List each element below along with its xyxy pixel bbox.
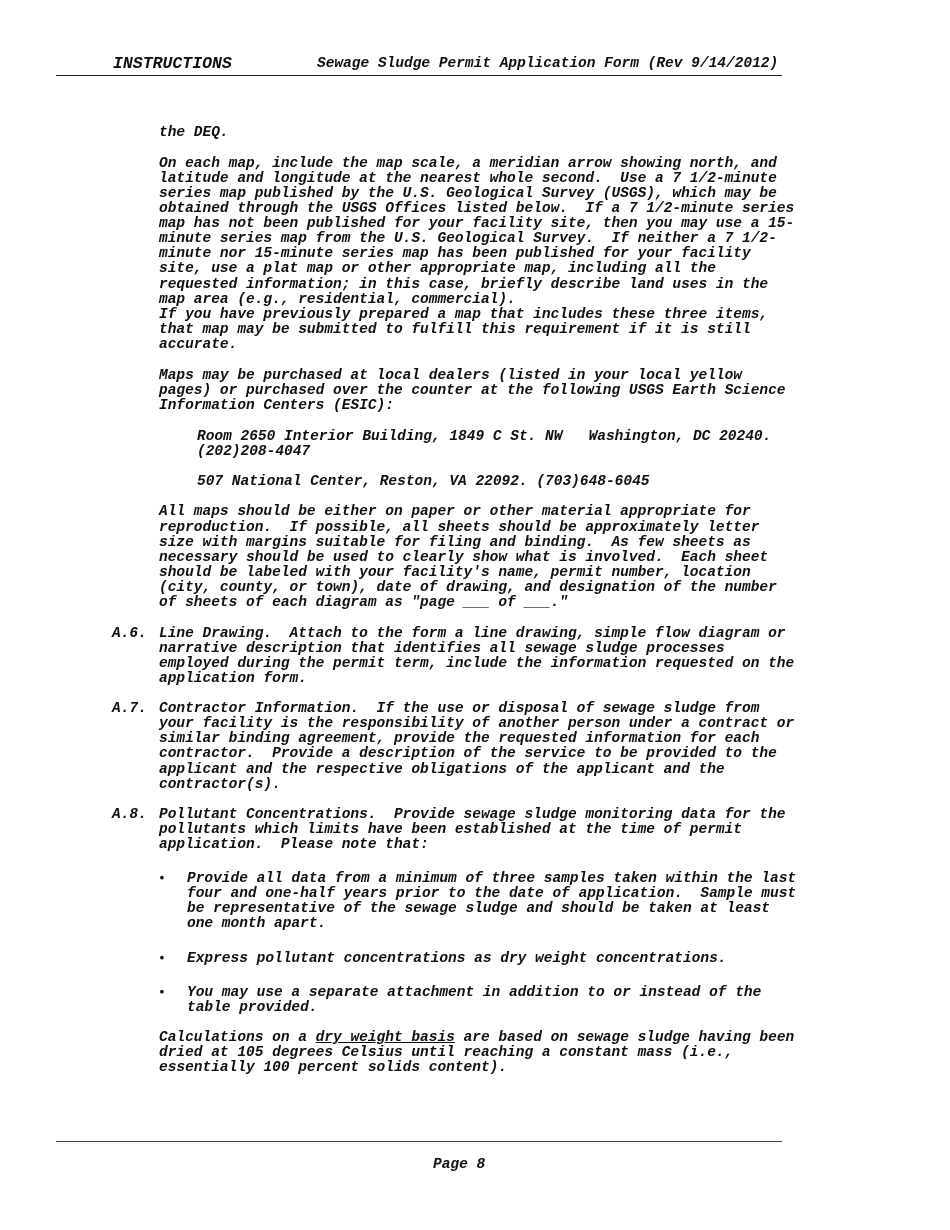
text-line: minute nor 15-minute series map has been published for your facility xyxy=(159,246,751,262)
text-line: pages) or purchased over the counter at the following USGS Earth Science xyxy=(159,383,786,399)
text-line: (202)208-4047 xyxy=(197,444,311,460)
footer-divider xyxy=(56,1141,782,1142)
text-line: Information Centers (ESIC): xyxy=(159,398,394,414)
text-line: contractor. Provide a description of the service to be provided to the xyxy=(159,746,777,762)
text-line: employed during the permit term, include the information requested on the xyxy=(159,656,795,672)
text-line: Maps may be purchased at local dealers (listed in your local yellow xyxy=(159,368,742,384)
text-segment: are based on sewage sludge having been xyxy=(454,1030,795,1046)
text-line: Provide all data from a minimum of three samples taken within the last xyxy=(187,871,797,887)
text-line: the DEQ. xyxy=(159,125,229,141)
text-line: latitude and longitude at the nearest whole second. Use a 7 1/2-minute xyxy=(159,171,777,187)
text-line: Contractor Information. If the use or disposal of sewage sludge from xyxy=(159,701,760,717)
item-number: A.7. xyxy=(112,701,147,717)
text-line: table provided. xyxy=(187,1000,318,1016)
text-line: minute series map from the U.S. Geological Survey. If neither a 7 1/2- xyxy=(159,231,777,247)
dry-weight-basis-term: dry weight basis xyxy=(315,1030,455,1046)
text-line: four and one-half years prior to the date of application. Sample must xyxy=(187,886,797,902)
text-line: dried at 105 degrees Celsius until reaching a constant mass (i.e., xyxy=(159,1045,734,1061)
text-line: map area (e.g., residential, commercial). xyxy=(159,292,516,308)
esic-address-reston: 507 National Center, Reston, VA 22092. (703)648-6045 xyxy=(197,474,650,490)
text-line: application. Please note that: xyxy=(159,837,429,853)
item-number: A.8. xyxy=(112,807,147,823)
page-header xyxy=(56,54,782,76)
page-number: Page 8 xyxy=(433,1157,486,1173)
header-section-label: INSTRUCTIONS xyxy=(113,54,232,73)
text-line: Pollutant Concentrations. Provide sewage sludge monitoring data for the xyxy=(159,807,786,823)
text-line: (city, county, or town), date of drawing, and designation of the number xyxy=(159,580,777,596)
text-line: series map published by the U.S. Geological Survey (USGS), which may be xyxy=(159,186,777,202)
header-form-title: Sewage Sludge Permit Application Form (Rev 9/14/2012) xyxy=(317,56,779,72)
text-line: requested information; in this case, briefly describe land uses in the xyxy=(159,277,769,293)
text-line: similar binding agreement, provide the requested information for each xyxy=(159,731,760,747)
text-line: of sheets of each diagram as "page ___ of ___." xyxy=(159,595,568,611)
text-segment: Calculations on a xyxy=(159,1030,316,1046)
text-line: You may use a separate attachment in addition to or instead of the xyxy=(187,985,762,1001)
text-line: pollutants which limits have been established at the time of permit xyxy=(159,822,742,838)
text-line: one month apart. xyxy=(187,916,327,932)
item-number: A.6. xyxy=(112,626,147,642)
text-line: application form. xyxy=(159,671,307,687)
text-line: be representative of the sewage sludge and should be taken at least xyxy=(187,901,770,917)
text-line: Line Drawing. Attach to the form a line drawing, simple flow diagram or xyxy=(159,626,786,642)
text-line: On each map, include the map scale, a meridian arrow showing north, and xyxy=(159,156,777,172)
text-line: map has not been published for your facility site, then you may use a 15- xyxy=(159,216,795,232)
text-line: size with margins suitable for filing and binding. As few sheets as xyxy=(159,535,751,551)
text-line: reproduction. If possible, all sheets should be approximately letter xyxy=(159,520,760,536)
text-line: essentially 100 percent solids content). xyxy=(159,1060,508,1076)
text-line: If you have previously prepared a map that includes these three items, xyxy=(159,307,769,323)
text-line: Room 2650 Interior Building, 1849 C St. NW Washington, DC 20240. xyxy=(197,429,772,445)
bullet-icon: • xyxy=(158,871,166,886)
text-line: should be labeled with your facility's name, permit number, location xyxy=(159,565,751,581)
text-line: necessary should be used to clearly show what is involved. Each sheet xyxy=(159,550,769,566)
text-line: that map may be submitted to fulfill this requirement if it is still xyxy=(159,322,751,338)
text-line: narrative description that identifies all sewage sludge processes xyxy=(159,641,725,657)
text-line: accurate. xyxy=(159,337,238,353)
text-line: Express pollutant concentrations as dry weight concentrations. xyxy=(187,951,727,967)
text-line: site, use a plat map or other appropriate map, including all the xyxy=(159,261,716,277)
text-line: applicant and the respective obligations of the applicant and the xyxy=(159,762,725,778)
bullet-icon: • xyxy=(158,985,166,1000)
text-line: obtained through the USGS Offices listed below. If a 7 1/2-minute series xyxy=(159,201,795,217)
text-line: your facility is the responsibility of another person under a contract or xyxy=(159,716,795,732)
bullet-icon: • xyxy=(158,951,166,966)
text-line: All maps should be either on paper or other material appropriate for xyxy=(159,504,751,520)
text-line xyxy=(159,1031,794,1046)
text-line: contractor(s). xyxy=(159,777,281,793)
